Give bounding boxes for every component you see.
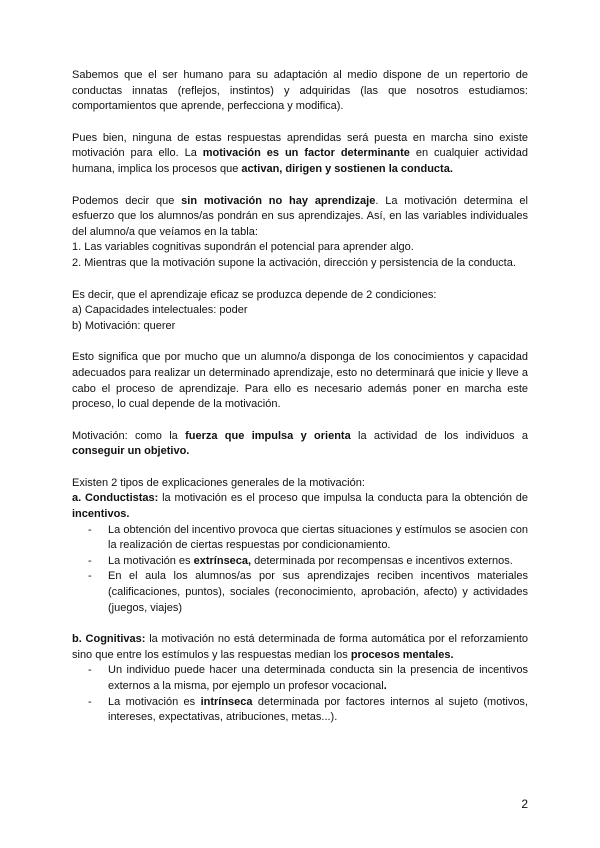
bold-text: conseguir un objetivo. bbox=[72, 445, 190, 458]
bold-text: fuerza que impulsa y orienta bbox=[185, 429, 351, 442]
list-item bbox=[72, 523, 528, 554]
text: determinada por recompensas e incentivos externos. bbox=[251, 554, 513, 567]
cognitive-list bbox=[72, 663, 528, 725]
dash-bullet: - bbox=[88, 554, 92, 567]
bold-label: b. Cognitivas: bbox=[72, 633, 146, 646]
text: la motivación no está determinada de forma automática por el reforzamiento sino que entre los estímulos y las respuestas median los bbox=[72, 633, 528, 661]
bold-text: intrínseca bbox=[200, 695, 253, 708]
behaviorist-list bbox=[72, 523, 528, 617]
section-explanations bbox=[72, 476, 528, 616]
dash-bullet: - bbox=[88, 570, 92, 583]
condition-a: a) Capacidades intelectuales: poder bbox=[72, 304, 248, 317]
text: Un individuo puede hacer una determinada conducta sin la presencia de incentivos externos a la misma, por ejemplo un profesor vocacional bbox=[108, 664, 528, 692]
numbered-line-2: 2. Mientras que la motivación supone la activación, dirección y persistencia de la conducta. bbox=[72, 256, 516, 269]
bold-text: sin motivación no hay aprendizaje bbox=[181, 194, 376, 207]
condition-b: b) Motivación: querer bbox=[72, 319, 176, 332]
text: determinada por factores internos al sujeto (motivos, intereses, expectativas, atribuciones, metas...). bbox=[108, 695, 528, 724]
text: Podemos decir que bbox=[72, 194, 182, 207]
dash-bullet: - bbox=[88, 695, 92, 708]
conditions-intro: Es decir, que el aprendizaje eficaz se produzca depende de 2 condiciones: bbox=[72, 288, 437, 301]
paragraph-meaning: Esto significa que por mucho que un alumno/a disponga de los conocimientos y capacidad adecuados para realizar un determinado aprendizaje, esto no determinará que inicie y lleve a cabo el proceso de aprendizaje. Para ello es necesario además poner en marcha este proceso, lo cual depende de la motivación. bbox=[72, 351, 528, 411]
bold-text: activan, dirigen y sostienen la conducta. bbox=[241, 162, 453, 175]
paragraph-motivation-factor bbox=[72, 131, 528, 178]
text: la motivación es el proceso que impulsa la conducta para la obtención de bbox=[158, 492, 528, 505]
dash-bullet: - bbox=[88, 664, 92, 677]
text: en cualquier actividad humana, implica los procesos que bbox=[72, 147, 528, 175]
bold-text: extrínseca, bbox=[193, 554, 252, 567]
text: Pues bien, ninguna de estas respuestas aprendidas será puesta en marcha sino existe motivación para ello. La bbox=[72, 131, 528, 160]
page-content bbox=[72, 68, 528, 726]
paragraph-no-learning bbox=[72, 194, 528, 272]
text: la actividad de los individuos a bbox=[350, 429, 528, 442]
text: La motivación es bbox=[108, 695, 201, 708]
text: La obtención del incentivo provoca que ciertas situaciones y estímulos se asocien con la realización de ciertas respuestas por condicionamiento. bbox=[108, 523, 528, 552]
paragraph-intro: Sabemos que el ser humano para su adaptación al medio dispone de un repertorio de conductas innatas (reflejos, instintos) y adquiridas (las que nosotros estudiamos: comportamientos que aprende, perfecciona y modifica). bbox=[72, 69, 528, 113]
text: . La motivación determina el esfuerzo que los alumnos/as pondrán en sus aprendizajes. Así, en las variables individuales del alumno/a que veíamos en la tabla: bbox=[72, 194, 528, 238]
behaviorist-heading bbox=[72, 491, 528, 522]
paragraph-definition bbox=[72, 429, 528, 460]
list-item bbox=[72, 569, 528, 616]
list-item bbox=[72, 695, 528, 726]
list-item bbox=[72, 663, 528, 694]
text: La motivación es bbox=[108, 554, 194, 567]
bold-text: . bbox=[383, 680, 387, 692]
text: Motivación: como la bbox=[72, 429, 186, 442]
bold-text: incentivos. bbox=[72, 508, 130, 521]
list-item bbox=[72, 554, 528, 570]
page-number: 2 bbox=[521, 797, 528, 811]
text: En el aula los alumnos/as por sus aprendizajes reciben incentivos materiales (calificaciones, puntos), sociales (reconocimiento, aprobación, afecto) y actividades (juegos, viajes) bbox=[108, 570, 528, 614]
cognitive-heading bbox=[72, 632, 528, 663]
bold-text: motivación es un factor determinante bbox=[202, 147, 410, 160]
numbered-line-1: 1. Las variables cognitivas supondrán el potencial para aprender algo. bbox=[72, 241, 414, 254]
dash-bullet: - bbox=[88, 523, 92, 536]
explanations-intro: Existen 2 tipos de explicaciones generales de la motivación: bbox=[72, 476, 365, 489]
bold-label: a. Conductistas: bbox=[72, 492, 159, 505]
bold-text: procesos mentales. bbox=[350, 648, 454, 661]
paragraph-conditions bbox=[72, 288, 528, 335]
section-cognitive bbox=[72, 632, 528, 726]
